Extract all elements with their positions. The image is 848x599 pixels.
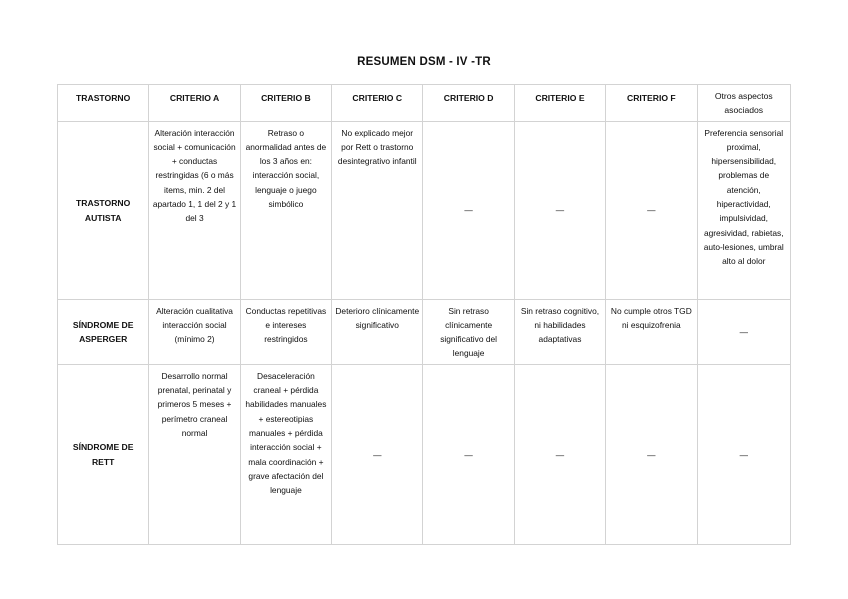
- dsm-summary-table: [57, 84, 791, 545]
- row-label: TRASTORNO AUTISTA: [58, 121, 149, 299]
- table-cell: Preferencia sensorial proximal, hipersensibilidad, problemas de atención, hiperactividad, impulsividad, agresividad, rabietas, auto-lesiones, umbral alto al dolor: [697, 121, 790, 299]
- table-cell: —: [697, 299, 790, 364]
- header-trastorno: TRASTORNO: [58, 85, 149, 122]
- table-cell: —: [423, 121, 514, 299]
- table-row: [58, 364, 791, 544]
- header-row: [58, 85, 791, 122]
- table-cell: —: [423, 364, 514, 544]
- header-criterio-e: CRITERIO E: [514, 85, 605, 122]
- table-cell: —: [514, 364, 605, 544]
- table-cell: No explicado mejor por Rett o trastorno desintegrativo infantil: [332, 121, 423, 299]
- table-cell: —: [606, 121, 697, 299]
- row-label: SÍNDROME DE ASPERGER: [58, 299, 149, 364]
- header-criterio-a: CRITERIO A: [149, 85, 240, 122]
- row-label: SÍNDROME DE RETT: [58, 364, 149, 544]
- table-cell: Alteración interacción social + comunicación + conductas restringidas (6 o más items, min. 2 del apartado 1, 1 del 2 y 1 del 3: [149, 121, 240, 299]
- header-criterio-d: CRITERIO D: [423, 85, 514, 122]
- header-criterio-c: CRITERIO C: [332, 85, 423, 122]
- header-criterio-f: CRITERIO F: [606, 85, 697, 122]
- table-cell: No cumple otros TGD ni esquizofrenia: [606, 299, 697, 364]
- table-cell: —: [697, 364, 790, 544]
- table-cell: Desaceleración craneal + pérdida habilidades manuales + estereotipias manuales + pérdida interacción social + mala coordinación + grave afectación del lenguaje: [240, 364, 331, 544]
- table-row: [58, 299, 791, 364]
- table-cell: —: [606, 364, 697, 544]
- page-title: RESUMEN DSM - IV -TR: [357, 56, 491, 68]
- table-cell: Deterioro clínicamente significativo: [332, 299, 423, 364]
- table-cell: —: [514, 121, 605, 299]
- header-criterio-b: CRITERIO B: [240, 85, 331, 122]
- table-cell: Desarrollo normal prenatal, perinatal y primeros 5 meses + perímetro craneal normal: [149, 364, 240, 544]
- table-cell: Sin retraso clínicamente significativo del lenguaje: [423, 299, 514, 364]
- table-cell: Alteración cualitativa interacción social (mínimo 2): [149, 299, 240, 364]
- header-otros-aspectos: Otros aspectos asociados: [697, 85, 790, 122]
- table-cell: Retraso o anormalidad antes de los 3 años en: interacción social, lenguaje o juego simbólico: [240, 121, 331, 299]
- table-row: [58, 121, 791, 299]
- table-cell: Sin retraso cognitivo, ni habilidades adaptativas: [514, 299, 605, 364]
- table-cell: Conductas repetitivas e intereses restringidos: [240, 299, 331, 364]
- table-cell: —: [332, 364, 423, 544]
